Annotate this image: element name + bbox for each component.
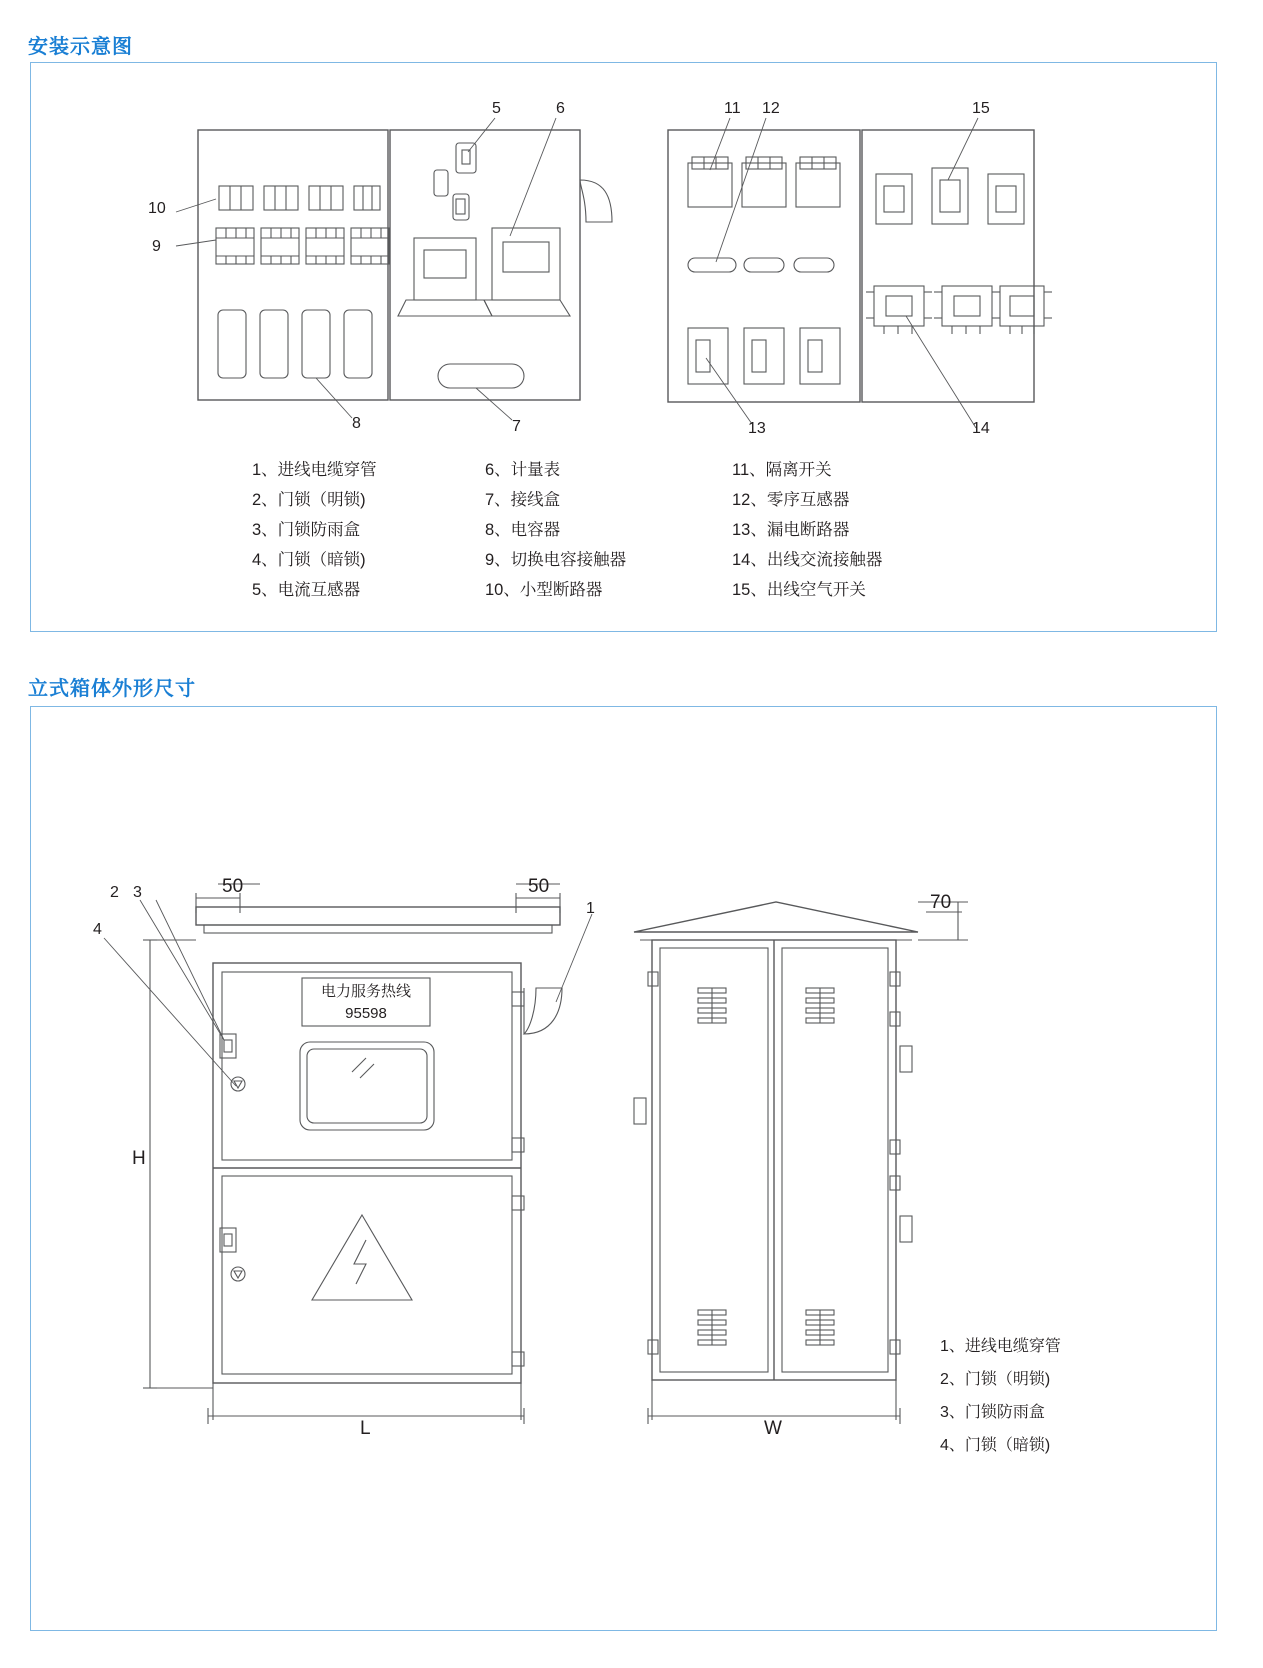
legend-item: 8、电容器	[485, 521, 561, 539]
callout-7: 7	[512, 418, 521, 435]
dim-length: L	[360, 1418, 371, 1439]
legend-item: 2、门锁（明锁)	[252, 491, 366, 509]
section-title-dimensions: 立式箱体外形尺寸	[28, 678, 196, 700]
dim-callout-4: 4	[93, 921, 102, 938]
nameplate-line-1: 电力服务热线	[320, 983, 411, 1000]
legend-item: 2、门锁（明锁)	[940, 1371, 1051, 1388]
legend-item: 11、隔离开关	[732, 461, 832, 479]
callout-13: 13	[748, 420, 766, 437]
legend-item: 1、进线电缆穿管	[940, 1338, 1061, 1355]
callout-10: 10	[148, 200, 166, 217]
legend-item: 15、出线空气开关	[732, 581, 866, 599]
legend-item: 7、接线盒	[485, 491, 561, 509]
legend-item: 10、小型断路器	[485, 581, 603, 599]
dim-callout-1: 1	[586, 900, 595, 917]
legend-item: 3、门锁防雨盒	[252, 521, 361, 539]
dimensions-diagram-panel	[30, 706, 1217, 1631]
dim-right-overhang: 50	[528, 876, 550, 897]
install-legend-column-2	[485, 455, 626, 605]
callout-12: 12	[762, 100, 780, 117]
dim-height: H	[132, 1148, 146, 1169]
callout-6: 6	[556, 100, 565, 117]
legend-item: 4、门锁（暗锁)	[252, 551, 366, 569]
legend-item: 13、漏电断路器	[732, 521, 850, 539]
callout-11: 11	[724, 100, 741, 117]
legend-item: 4、门锁（暗锁)	[940, 1437, 1051, 1454]
nameplate-line-2: 95598	[345, 1005, 387, 1022]
install-legend-column-3	[732, 455, 882, 605]
dim-callout-3: 3	[133, 884, 142, 901]
legend-item: 9、切换电容接触器	[485, 551, 627, 569]
callout-15: 15	[972, 100, 990, 117]
callout-8: 8	[352, 415, 361, 432]
dim-width: W	[764, 1418, 782, 1439]
callout-9: 9	[152, 238, 161, 255]
legend-item: 5、电流互感器	[252, 581, 361, 599]
section-title-install: 安装示意图	[28, 36, 133, 58]
dim-callout-2: 2	[110, 884, 119, 901]
callout-14: 14	[972, 420, 990, 437]
dim-side-overhang: 70	[930, 892, 952, 913]
legend-item: 12、零序互感器	[732, 491, 850, 509]
callout-5: 5	[492, 100, 501, 117]
legend-item: 1、进线电缆穿管	[252, 461, 377, 479]
dim-left-overhang: 50	[222, 876, 244, 897]
legend-item: 14、出线交流接触器	[732, 551, 883, 569]
legend-item: 6、计量表	[485, 461, 561, 479]
cabinet-nameplate	[302, 981, 430, 1025]
dimensions-legend	[940, 1330, 1061, 1462]
install-legend-column-1	[252, 455, 377, 605]
legend-item: 3、门锁防雨盒	[940, 1404, 1045, 1421]
